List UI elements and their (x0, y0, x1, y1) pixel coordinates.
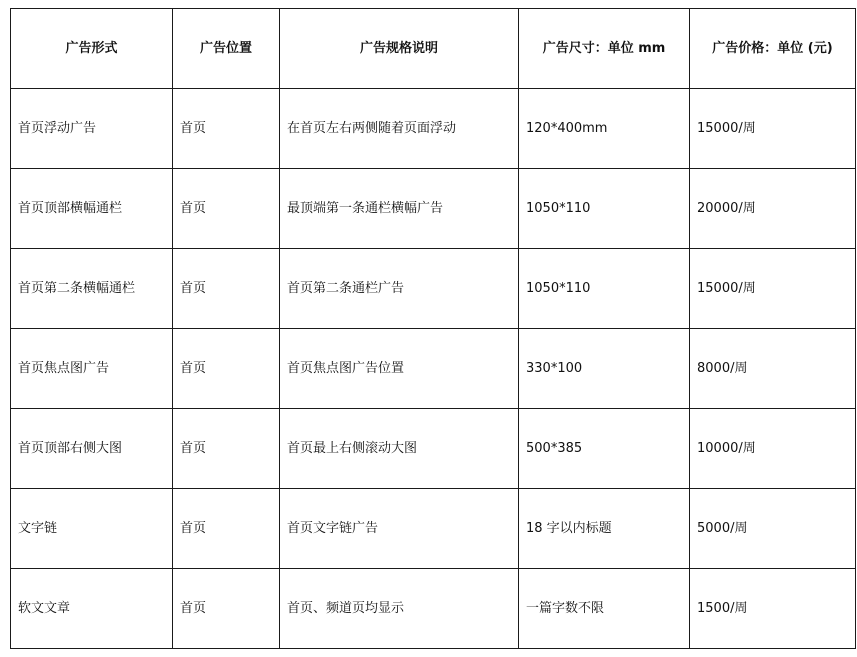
cell-ad-format: 首页顶部横幅通栏 (11, 169, 173, 249)
cell-ad-size: 18 字以内标题 (519, 489, 690, 569)
cell-ad-spec: 首页文字链广告 (280, 489, 519, 569)
cell-ad-spec: 最顶端第一条通栏横幅广告 (280, 169, 519, 249)
table-row (11, 409, 856, 489)
cell-ad-price: 1500/周 (690, 569, 856, 649)
cell-ad-size: 1050*110 (519, 249, 690, 329)
table-row (11, 249, 856, 329)
cell-ad-size: 120*400mm (519, 89, 690, 169)
cell-ad-size: 一篇字数不限 (519, 569, 690, 649)
cell-ad-position: 首页 (173, 169, 280, 249)
cell-ad-position: 首页 (173, 89, 280, 169)
cell-ad-format: 首页焦点图广告 (11, 329, 173, 409)
header-ad-format: 广告形式 (11, 9, 173, 89)
cell-ad-format: 首页第二条横幅通栏 (11, 249, 173, 329)
table-row (11, 569, 856, 649)
cell-ad-position: 首页 (173, 329, 280, 409)
cell-ad-spec: 首页焦点图广告位置 (280, 329, 519, 409)
table-row (11, 489, 856, 569)
header-ad-spec: 广告规格说明 (280, 9, 519, 89)
cell-ad-format: 软文文章 (11, 569, 173, 649)
cell-ad-spec: 首页、频道页均显示 (280, 569, 519, 649)
cell-ad-price: 8000/周 (690, 329, 856, 409)
header-ad-price: 广告价格：单位 (元) (690, 9, 856, 89)
cell-ad-size: 500*385 (519, 409, 690, 489)
cell-ad-format: 首页浮动广告 (11, 89, 173, 169)
cell-ad-format: 文字链 (11, 489, 173, 569)
cell-ad-spec: 首页第二条通栏广告 (280, 249, 519, 329)
cell-ad-size: 330*100 (519, 329, 690, 409)
cell-ad-position: 首页 (173, 569, 280, 649)
ad-pricing-table (10, 8, 856, 649)
header-row (11, 9, 856, 89)
cell-ad-size: 1050*110 (519, 169, 690, 249)
cell-ad-position: 首页 (173, 409, 280, 489)
cell-ad-format: 首页顶部右侧大图 (11, 409, 173, 489)
header-ad-size: 广告尺寸：单位 mm (519, 9, 690, 89)
cell-ad-position: 首页 (173, 489, 280, 569)
cell-ad-price: 15000/周 (690, 89, 856, 169)
cell-ad-spec: 首页最上右侧滚动大图 (280, 409, 519, 489)
table-row (11, 169, 856, 249)
header-ad-position: 广告位置 (173, 9, 280, 89)
cell-ad-spec: 在首页左右两侧随着页面浮动 (280, 89, 519, 169)
cell-ad-price: 5000/周 (690, 489, 856, 569)
table-row (11, 89, 856, 169)
cell-ad-position: 首页 (173, 249, 280, 329)
cell-ad-price: 10000/周 (690, 409, 856, 489)
cell-ad-price: 20000/周 (690, 169, 856, 249)
table-row (11, 329, 856, 409)
cell-ad-price: 15000/周 (690, 249, 856, 329)
